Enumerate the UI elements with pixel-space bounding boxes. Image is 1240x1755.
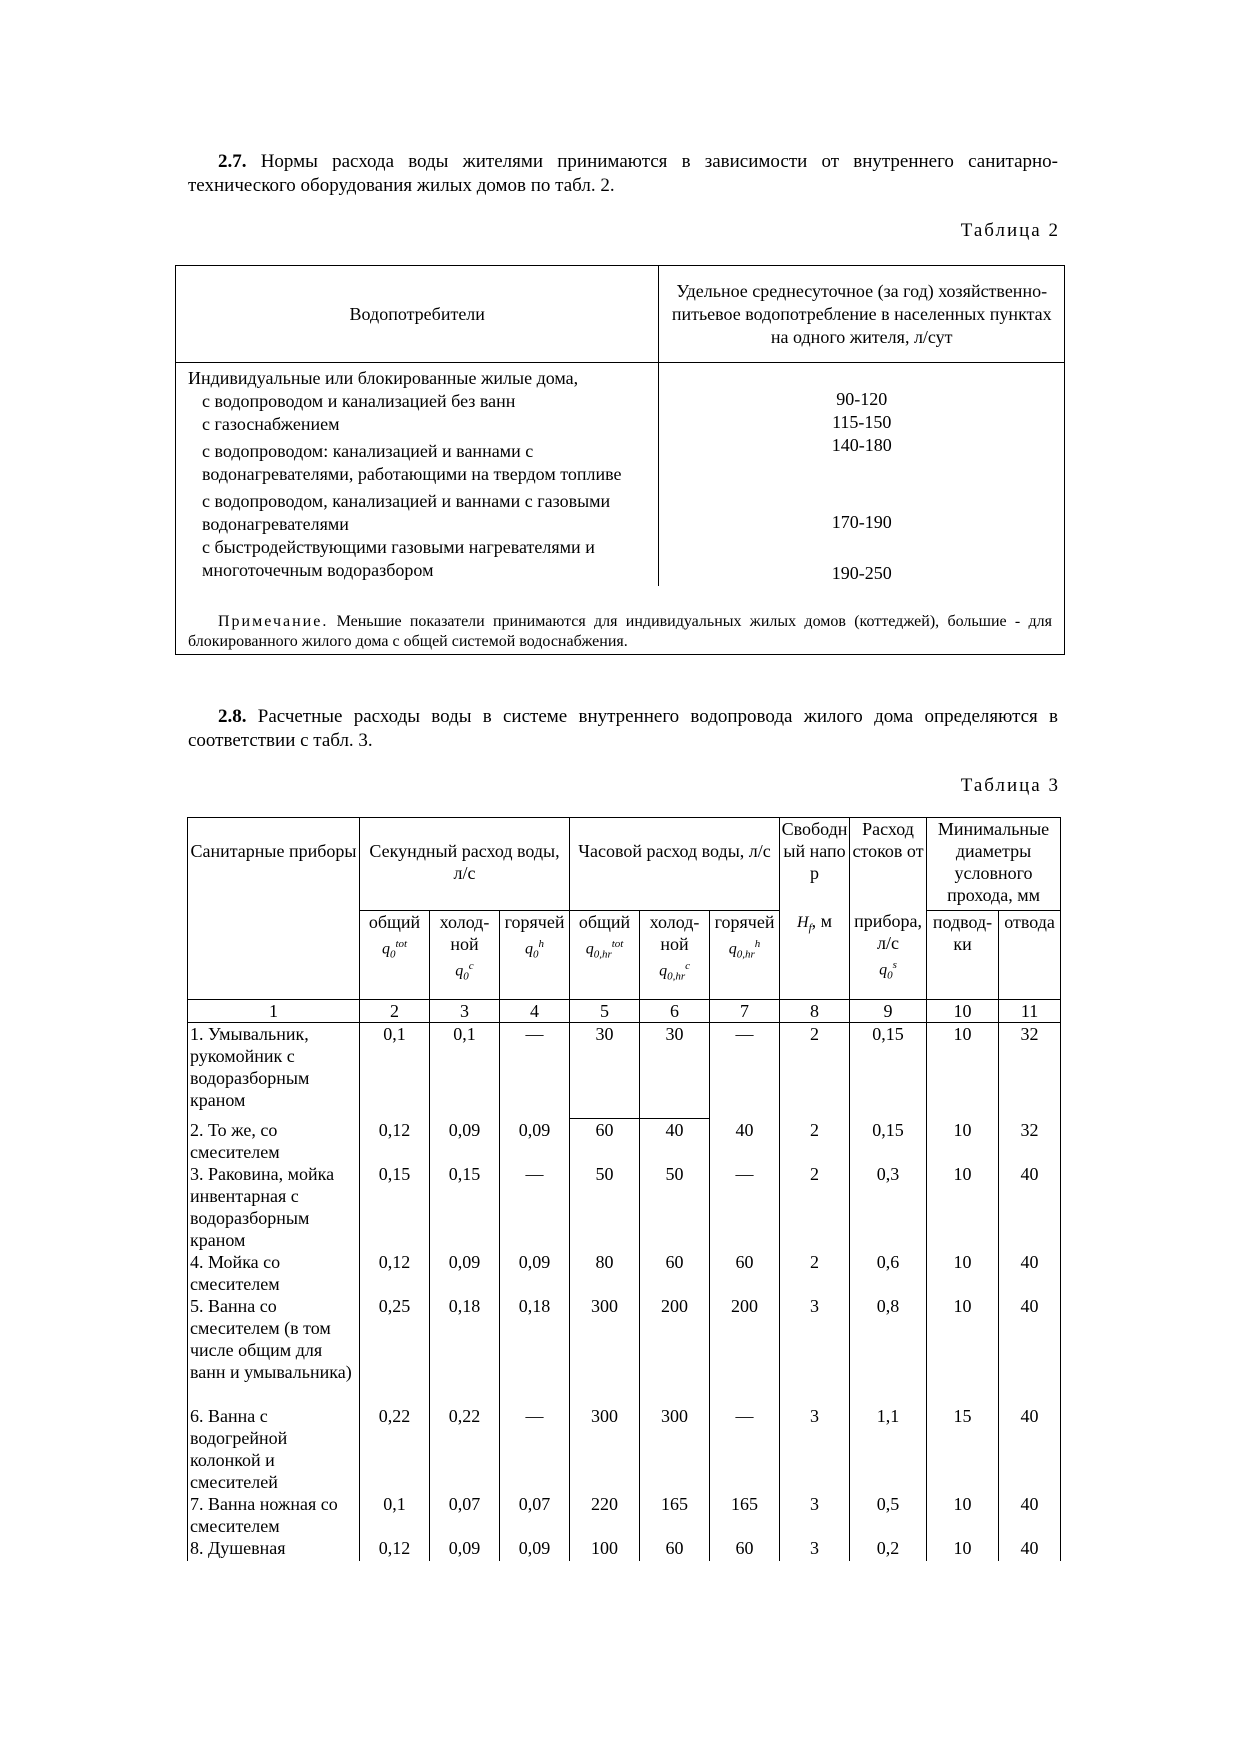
- table-row: [188, 1493, 1061, 1537]
- table-row: [188, 1023, 1061, 1119]
- value: 115-150: [832, 412, 892, 432]
- header-drain-bottom: прибора, л/с: [854, 911, 922, 953]
- table-cell: 0,12: [360, 1537, 430, 1561]
- table-cell: 30: [570, 1023, 640, 1119]
- label-hot: горячей: [714, 912, 775, 932]
- values-cell: [659, 363, 1065, 587]
- table-3-caption: Таблица 3: [960, 775, 1060, 796]
- paragraph-number: 2.7.: [218, 151, 247, 172]
- list-item: с водопроводом, канализацией и ваннами с газовыми водонагревателями: [202, 491, 611, 534]
- table-cell: 165: [640, 1493, 710, 1537]
- table-cell: 3: [780, 1493, 850, 1537]
- table-3-body: [188, 1023, 1061, 1561]
- header-consumers: Водопотребители: [176, 266, 659, 363]
- table-2-note: [176, 586, 1065, 655]
- device-name: 4. Мойка со смесителем: [188, 1251, 360, 1295]
- table-cell: 50: [570, 1163, 640, 1251]
- column-numbers-row: [188, 1000, 1061, 1023]
- table-cell: 0,09: [430, 1119, 500, 1163]
- table-cell: 0,15: [430, 1163, 500, 1251]
- list-item: с газоснабжением: [202, 414, 340, 434]
- table-cell: 80: [570, 1251, 640, 1295]
- table-cell: 2: [780, 1023, 850, 1119]
- table-cell: 10: [927, 1023, 999, 1119]
- table-cell: 0,15: [360, 1163, 430, 1251]
- table-row: [188, 1537, 1061, 1561]
- column-number: 8: [780, 1000, 850, 1023]
- table-cell: 300: [640, 1405, 710, 1493]
- device-name: 2. То же, со смесителем: [188, 1119, 360, 1163]
- table-cell: 300: [570, 1295, 640, 1405]
- table-cell: 10: [927, 1295, 999, 1405]
- header-free-head: [780, 818, 850, 1000]
- symbol-q0h: $q_0^h$: [525, 938, 545, 961]
- table-cell: 10: [927, 1537, 999, 1561]
- header-free-head-text: Свободный напор: [781, 819, 848, 883]
- table-2-header: [176, 266, 1065, 363]
- value: 140-180: [831, 435, 892, 455]
- header-consumption: Удельное среднесуточное (за год) хозяйственно-питьевое водопотребление в населенных пунктах на одного жителя, л/сут: [659, 266, 1065, 363]
- header-sec-hot: [500, 911, 570, 1000]
- table-cell: —: [710, 1163, 780, 1251]
- table-cell: 0,15: [850, 1119, 927, 1163]
- table-cell: 0,15: [850, 1023, 927, 1119]
- table-2-note-row: [176, 586, 1065, 655]
- header-drain-top: Расход стоков от: [852, 819, 924, 861]
- table-row: [188, 1119, 1061, 1163]
- table-cell: 0,12: [360, 1251, 430, 1295]
- paragraph-2-8: [188, 705, 1058, 753]
- device-name: 8. Душевная: [188, 1537, 360, 1561]
- table-cell: 0,5: [850, 1493, 927, 1537]
- paragraph-2-7: [188, 150, 1058, 198]
- header-hourly: Часовой расход воды, л/с: [570, 818, 780, 911]
- table-cell: —: [500, 1405, 570, 1493]
- table-cell: 0,25: [360, 1295, 430, 1405]
- column-number: 2: [360, 1000, 430, 1023]
- symbol-q0c: $q_0^c$: [455, 960, 474, 983]
- table-row: [188, 1405, 1061, 1493]
- table-2-caption: Таблица 2: [960, 220, 1060, 241]
- table-cell: 0,09: [430, 1251, 500, 1295]
- column-number: 11: [999, 1000, 1061, 1023]
- label-total: общий: [368, 912, 421, 932]
- label-cold: холод-ной: [439, 912, 490, 954]
- header-sec-cold: [430, 911, 500, 1000]
- table-cell: 100: [570, 1537, 640, 1561]
- header-hour-hot: [710, 911, 780, 1000]
- table-cell: 0,09: [500, 1251, 570, 1295]
- table-cell: 2: [780, 1119, 850, 1163]
- table-cell: 0,09: [500, 1119, 570, 1163]
- table-cell: 30: [640, 1023, 710, 1119]
- header-drain: [850, 818, 927, 1000]
- group-title: Индивидуальные или блокированные жилые дома,: [188, 368, 579, 388]
- table-cell: 40: [999, 1163, 1061, 1251]
- table-cell: 3: [780, 1405, 850, 1493]
- symbol-q0hr-c: $q_{0,hr}^c$: [659, 960, 690, 983]
- table-cell: 3: [780, 1295, 850, 1405]
- table-cell: 60: [640, 1537, 710, 1561]
- table-cell: 0,07: [430, 1493, 500, 1537]
- table-cell: 2: [780, 1163, 850, 1251]
- header-outlet: отвода: [999, 911, 1061, 1000]
- head-unit: , м: [811, 911, 833, 931]
- table-row: [188, 1251, 1061, 1295]
- table-cell: 40: [999, 1493, 1061, 1537]
- table-cell: 60: [710, 1537, 780, 1561]
- column-number: 4: [500, 1000, 570, 1023]
- table-cell: 300: [570, 1405, 640, 1493]
- table-cell: 1,1: [850, 1405, 927, 1493]
- table-cell: 60: [640, 1251, 710, 1295]
- table-cell: 165: [710, 1493, 780, 1537]
- table-cell: 0,18: [500, 1295, 570, 1405]
- table-cell: —: [710, 1405, 780, 1493]
- table-cell: 40: [999, 1251, 1061, 1295]
- device-name: 6. Ванна с водогрейной колонкой и смесителей: [188, 1405, 360, 1493]
- table-cell: 0,07: [500, 1493, 570, 1537]
- table-cell: 10: [927, 1493, 999, 1537]
- table-cell: 60: [710, 1251, 780, 1295]
- table-cell: 0,12: [360, 1119, 430, 1163]
- table-cell: 0,3: [850, 1163, 927, 1251]
- table-cell: 0,09: [430, 1537, 500, 1561]
- table-cell: 0,18: [430, 1295, 500, 1405]
- table-cell: 32: [999, 1119, 1061, 1163]
- header-hour-cold: [640, 911, 710, 1000]
- column-number: 1: [188, 1000, 360, 1023]
- column-number: 7: [710, 1000, 780, 1023]
- table-cell: 3: [780, 1537, 850, 1561]
- table-3-header-top: [188, 818, 1061, 911]
- label-hot: горячей: [504, 912, 565, 932]
- table-cell: —: [710, 1023, 780, 1119]
- table-cell: 15: [927, 1405, 999, 1493]
- table-cell: —: [500, 1163, 570, 1251]
- table-cell: 0,22: [430, 1405, 500, 1493]
- symbol-q0hr-tot: $q_{0,hr}^{tot}$: [585, 938, 624, 961]
- table-cell: 50: [640, 1163, 710, 1251]
- symbol-q0hr-h: $q_{0,hr}^h$: [728, 938, 761, 961]
- table-2: [175, 265, 1065, 655]
- device-name: 5. Ванна со смесителем (в том числе общим для ванн и умывальника): [188, 1295, 360, 1405]
- table-cell: —: [500, 1023, 570, 1119]
- device-name: 7. Ванна ножная со смесителем: [188, 1493, 360, 1537]
- paragraph-text: Расчетные расходы воды в системе внутреннего водопровода жилого дома определяются в соответствии с табл. 3.: [188, 706, 1059, 751]
- header-diameters: Минимальные диаметры условного прохода, мм: [927, 818, 1061, 911]
- consumers-cell: [176, 363, 659, 587]
- table-cell: 0,1: [360, 1023, 430, 1119]
- table-row: [188, 1295, 1061, 1405]
- table-cell: 0,1: [430, 1023, 500, 1119]
- device-name: 1. Умывальник, рукомойник с водоразборным краном: [188, 1023, 360, 1119]
- table-cell: 40: [999, 1405, 1061, 1493]
- list-item: с водопроводом: канализацией и ваннами с водонагревателями, работающими на твердом топливе: [202, 441, 622, 484]
- table-cell: 40: [640, 1119, 710, 1163]
- table-cell: 10: [927, 1163, 999, 1251]
- table-cell: 40: [999, 1537, 1061, 1561]
- header-seconds: Секундный расход воды, л/с: [360, 818, 570, 911]
- table-cell: 2: [780, 1251, 850, 1295]
- column-number: 10: [927, 1000, 999, 1023]
- table-row: [188, 1163, 1061, 1251]
- header-devices: Санитарные приборы: [188, 818, 360, 1000]
- header-hour-total: [570, 911, 640, 1000]
- table-cell: 40: [999, 1295, 1061, 1405]
- table-cell: 0,6: [850, 1251, 927, 1295]
- paragraph-text: Нормы расхода воды жителями принимаются в зависимости от внутреннего санитарно-технического оборудования жилых домов по табл. 2.: [188, 151, 1059, 196]
- value: 90-120: [836, 389, 888, 409]
- table-cell: 32: [999, 1023, 1061, 1119]
- value: 170-190: [831, 512, 892, 532]
- list-item: с быстродействующими газовыми нагревателями и многоточечным водоразбором: [202, 537, 595, 580]
- header-inlet: подвод-ки: [927, 911, 999, 1000]
- header-free-head-symbol: $H_f$, м: [797, 911, 833, 935]
- table-cell: 10: [927, 1119, 999, 1163]
- table-cell: 40: [710, 1119, 780, 1163]
- column-number: 5: [570, 1000, 640, 1023]
- note-label: Примечание.: [218, 613, 329, 630]
- label-cold: холод-ной: [649, 912, 700, 954]
- paragraph-number: 2.8.: [218, 706, 247, 727]
- table-cell: 60: [570, 1119, 640, 1163]
- device-name: 3. Раковина, мойка инвентарная с водоразборным краном: [188, 1163, 360, 1251]
- table-cell: 0,8: [850, 1295, 927, 1405]
- list-item: с водопроводом и канализацией без ванн: [202, 391, 516, 411]
- table-cell: 0,09: [500, 1537, 570, 1561]
- table-cell: 200: [710, 1295, 780, 1405]
- column-number: 6: [640, 1000, 710, 1023]
- symbol-q0s: $q_0^s$: [879, 959, 897, 982]
- table-cell: 10: [927, 1251, 999, 1295]
- table-cell: 200: [640, 1295, 710, 1405]
- note-text: Меньшие показатели принимаются для индивидуальных жилых домов (коттеджей), большие - для блокированного жилого дома с общей системой водоснабжения.: [188, 613, 1053, 650]
- table-cell: 0,1: [360, 1493, 430, 1537]
- header-sec-total: [360, 911, 430, 1000]
- column-number: 9: [850, 1000, 927, 1023]
- label-total: общий: [578, 912, 631, 932]
- table-cell: 220: [570, 1493, 640, 1537]
- table-2-body: [176, 363, 1065, 587]
- table-cell: 0,22: [360, 1405, 430, 1493]
- symbol-q0tot: $q_0^{tot}$: [381, 938, 408, 961]
- table-3: [187, 817, 1061, 1561]
- value: 190-250: [831, 563, 892, 583]
- table-cell: 0,2: [850, 1537, 927, 1561]
- column-number: 3: [430, 1000, 500, 1023]
